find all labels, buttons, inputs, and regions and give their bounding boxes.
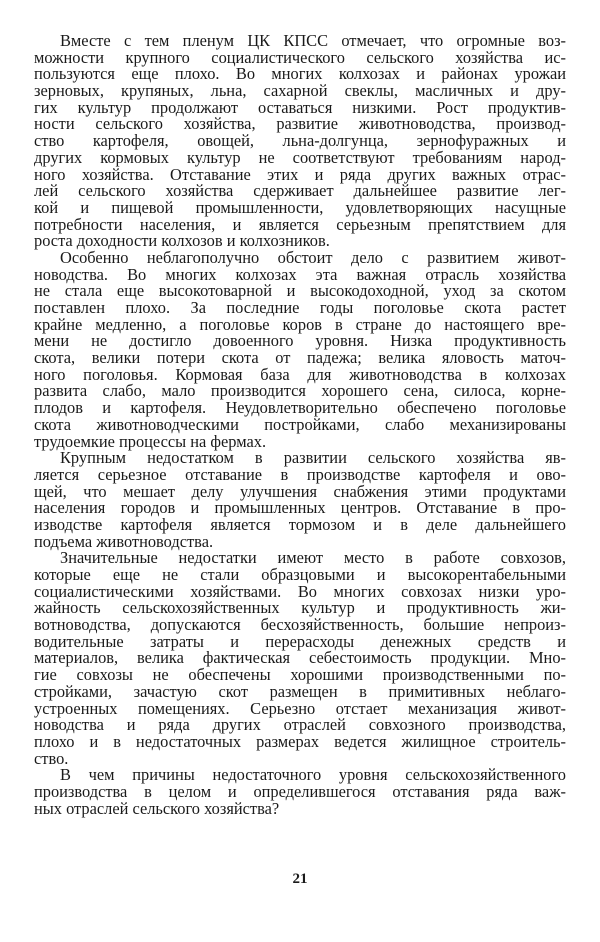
- text-line: новодства и ряда других отраслей совхозного производства,: [34, 715, 566, 735]
- text-line: Значительные недостатки имеют место в работе совхозов,: [60, 548, 566, 568]
- text-line: производства в целом и определившегося отставания ряда важ-: [34, 781, 566, 801]
- text-line: пользуются еще плохо. Во многих колхозах и районах урожаи: [34, 64, 566, 84]
- page-body: [34, 33, 566, 817]
- text-line: вотноводства, допускаются бесхозяйственность, большие непроиз-: [34, 615, 566, 635]
- text-line: новодства. Во многих колхозах эта важная отрасль хозяйства: [34, 264, 566, 284]
- text-line: скота, велики потери скота от падежа; велика яловость маточ-: [34, 348, 566, 368]
- paragraph: [34, 247, 566, 451]
- text-line: скота животноводческими постройками, слабо механизированы: [34, 414, 566, 434]
- text-line: ство.: [34, 748, 69, 768]
- text-line: зерновых, крупяных, льна, сахарной свеклы, масличных и дру-: [34, 81, 566, 101]
- text-line: которые еще не стали образцовыми и высокорентабельными: [34, 565, 566, 584]
- text-line: Вместе с тем пленум ЦК КПСС отмечает, что огромные воз-: [60, 31, 566, 50]
- text-line: трудоемкие процессы на фермах.: [34, 431, 267, 451]
- text-line: подъема животноводства.: [34, 531, 214, 551]
- text-line: стройками, зачастую скот размещен в примитивных неблаго-: [34, 681, 566, 701]
- text-line: населения городов и промышленных центров. Отставание в про-: [34, 498, 566, 518]
- text-line: ных отраслей сельского хозяйства?: [34, 798, 280, 818]
- text-line: Особенно неблагополучно обстоит дело с развитием живот-: [60, 247, 566, 267]
- paragraph: [34, 767, 566, 817]
- text-line: жайность сельскохозяйственных культур и продуктивность жи-: [34, 598, 566, 618]
- text-line: лей сельского хозяйства сдерживает дальнейшее развитие лег-: [34, 181, 566, 201]
- text-line: других кормовых культур не соответствуют требованиям народ-: [34, 147, 566, 167]
- text-line: плодов и картофеля. Неудовлетворительно обеспечено поголовье: [34, 398, 566, 418]
- text-line: социалистическими хозяйствами. Во многих совхозах низки уро-: [34, 581, 566, 601]
- text-line: ство картофеля, овощей, льна-долгунца, зернофуражных и: [34, 131, 566, 151]
- text-line: материалов, велика фактическая себестоимость продукции. Мно-: [34, 648, 566, 668]
- text-line: водительные затраты и перерасходы денежных средств и: [34, 631, 566, 651]
- text-line: потребности населения, и является серьезным препятствием для: [34, 214, 566, 234]
- text-line: ности сельского хозяйства, развитие животноводства, производ-: [34, 114, 566, 134]
- text-line: В чем причины недостаточного уровня сельскохозяйственного: [60, 765, 566, 785]
- text-line: гих культур продолжают оставаться низкими. Рост продуктив-: [34, 97, 566, 117]
- text-line: щей, что мешает делу улучшения снабжения этими продуктами: [34, 481, 566, 501]
- text-line: Крупным недостатком в развитии сельского хозяйства яв-: [60, 448, 566, 468]
- text-line: роста доходности колхозов и колхозников.: [34, 231, 330, 251]
- text-line: не стала еще высокотоварной и высокодоходной, уход за скотом: [34, 281, 566, 301]
- text-line: кой и пищевой промышленности, удовлетворяющих насущные: [34, 197, 566, 217]
- text-line: ляется серьезное отставание в производстве картофеля и ово-: [34, 464, 566, 484]
- text-line: можности крупного социалистического сельского хозяйства ис-: [34, 47, 566, 67]
- text-line: устроенных помещениях. Серьезно отстает механизация живот-: [34, 698, 566, 718]
- paragraph: [34, 33, 566, 250]
- page-number: 21: [292, 871, 308, 887]
- text-line: поставлен плохо. За последние годы поголовье скота растет: [34, 298, 566, 317]
- paragraph: [34, 550, 566, 767]
- text-line: ного хозяйства. Отставание этих и ряда других важных отрас-: [34, 164, 566, 184]
- text-line: ного поголовья. Кормовая база для животноводства в колхозах: [34, 364, 566, 384]
- text-line: изводстве картофеля является тормозом и в деле дальнейшего: [34, 514, 566, 534]
- text-line: гие совхозы не обеспечены хорошими производственными по-: [34, 665, 566, 685]
- paragraph: [34, 450, 566, 550]
- text-line: плохо и в недостаточных размерах ведется жилищное строитель-: [34, 731, 566, 751]
- text-line: развита слабо, мало производится хорошего сена, силоса, корне-: [34, 381, 566, 401]
- text-line: мени не достигло довоенного уровня. Низка продуктивность: [34, 331, 566, 351]
- text-line: крайне медленно, а поголовье коров в стране до настоящего вре-: [34, 314, 566, 334]
